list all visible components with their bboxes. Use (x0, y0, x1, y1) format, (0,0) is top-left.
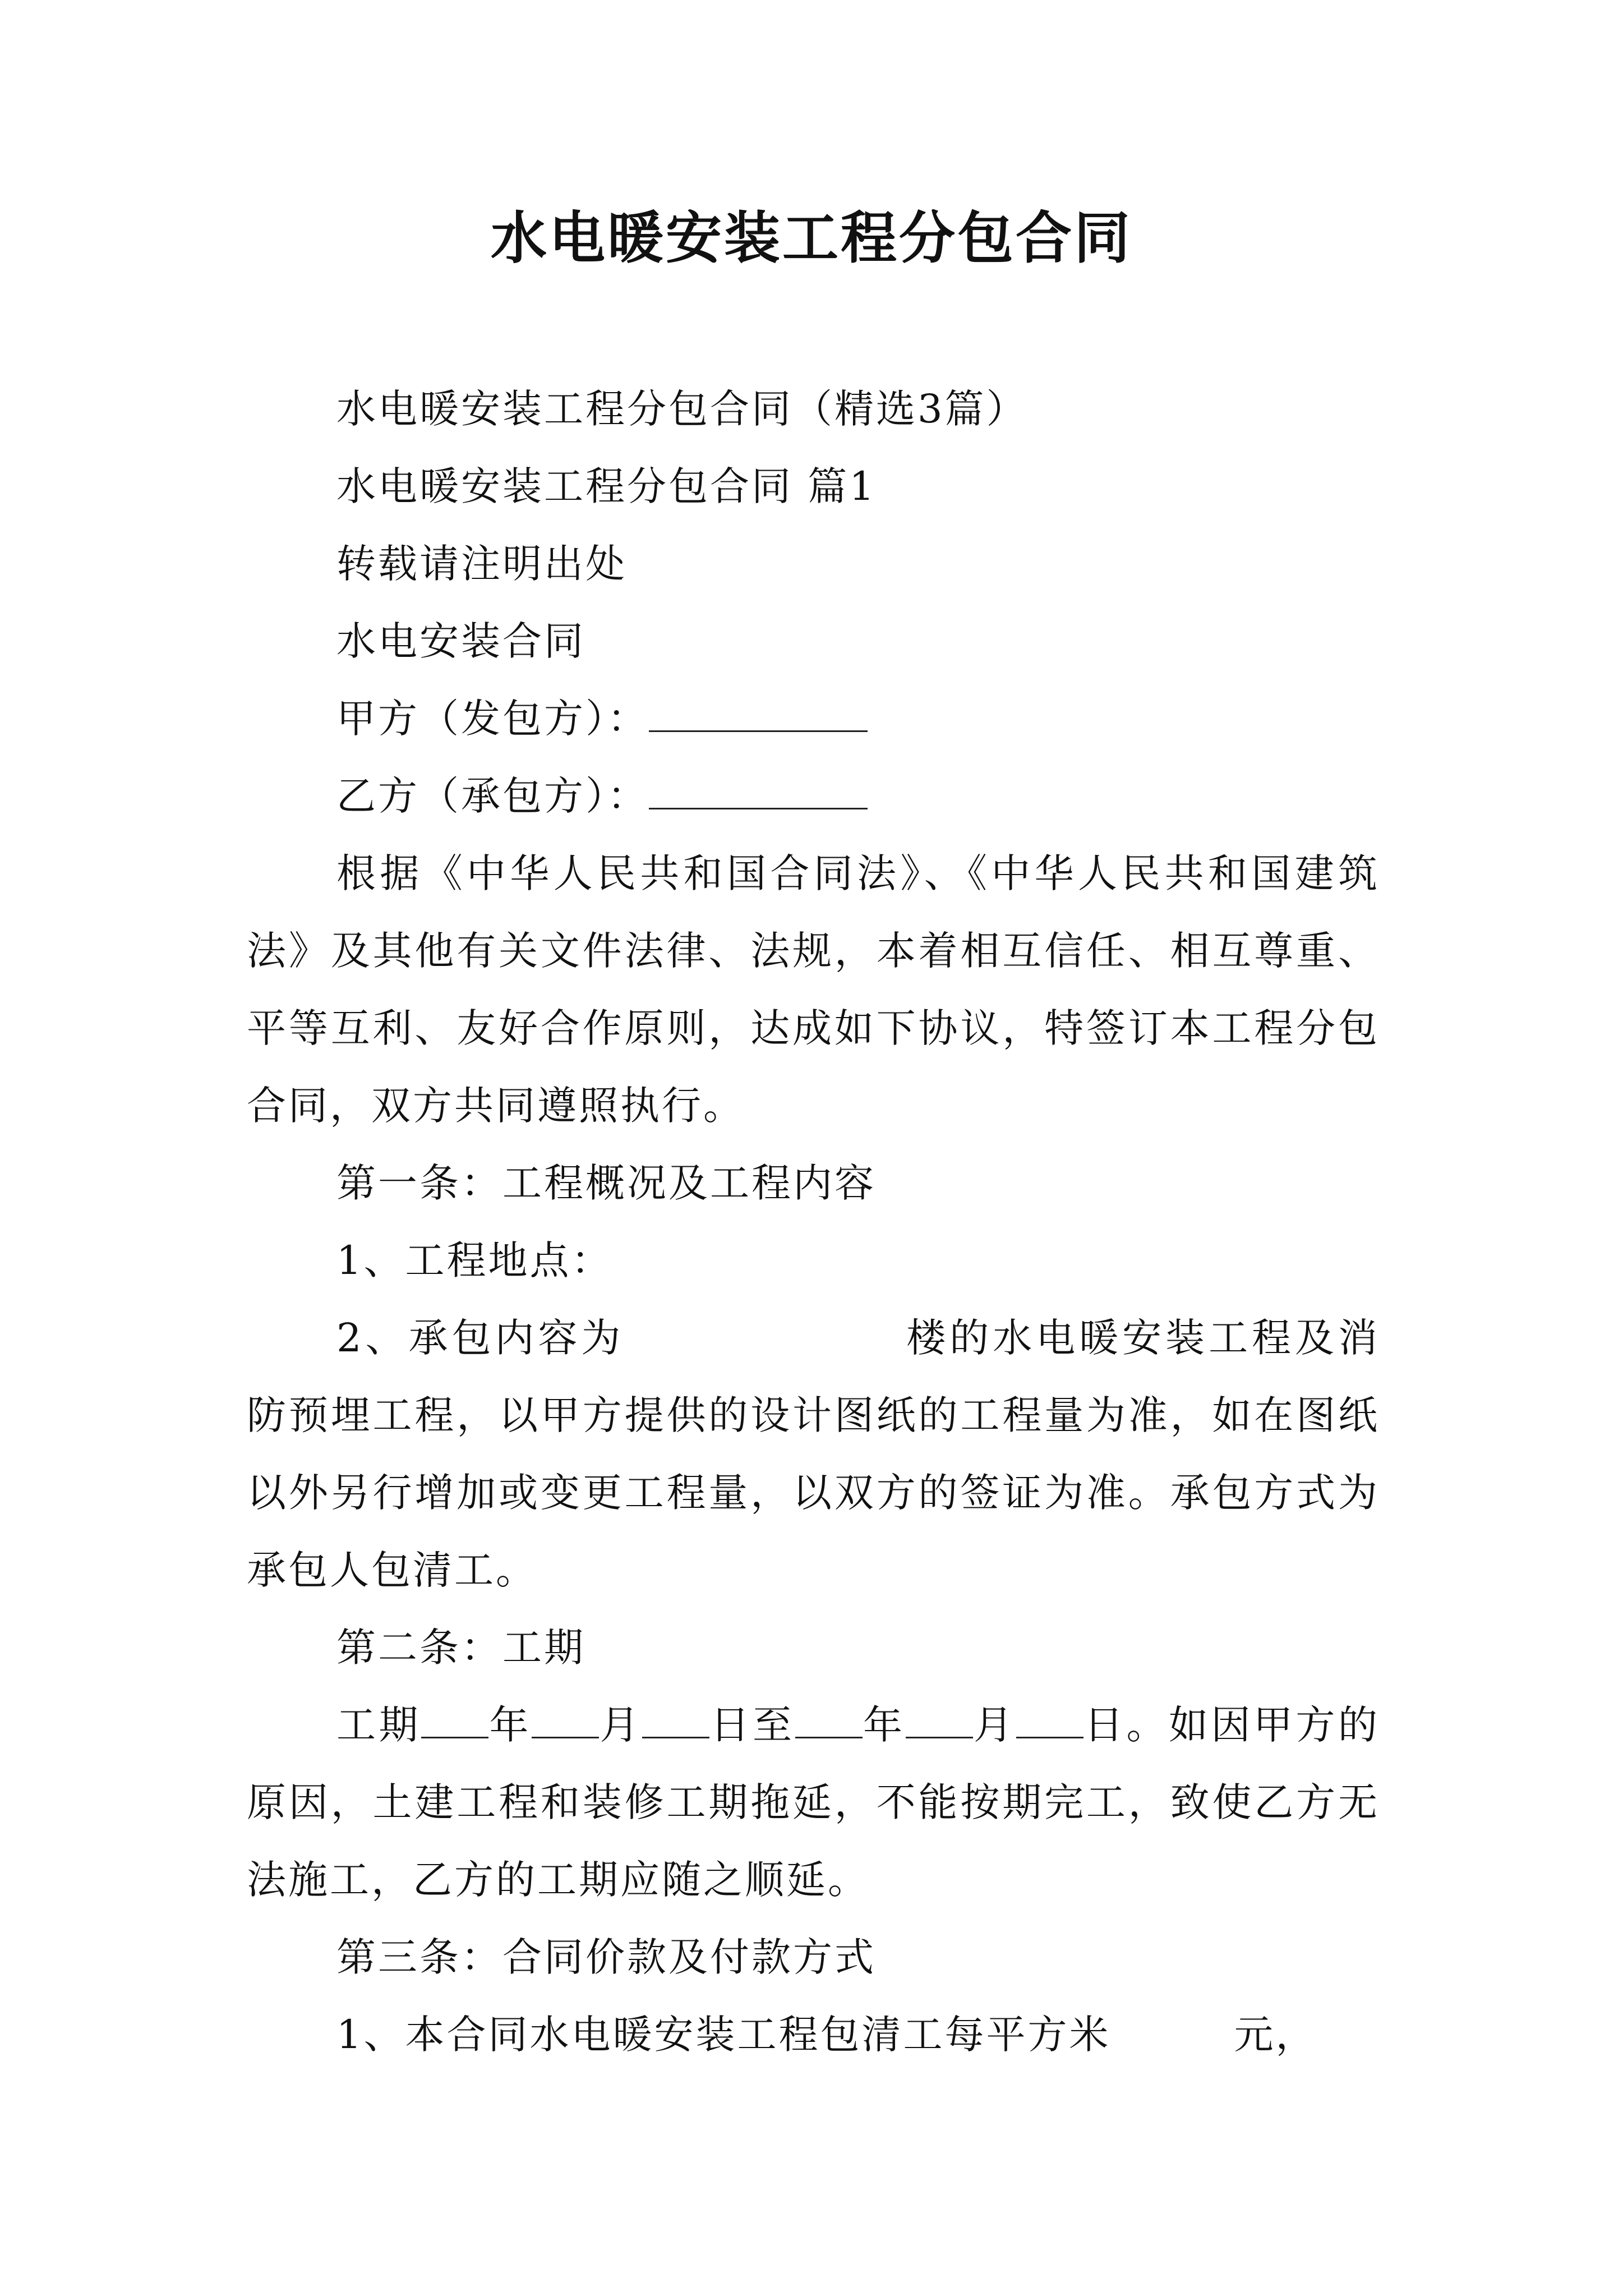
reprint-note: 转载请注明出处 (336, 541, 627, 587)
party-b-line (247, 757, 1380, 835)
project-location: 1、工程地点： (336, 1237, 613, 1283)
start-day-blank (642, 1705, 709, 1738)
schedule-label: 工期 (336, 1702, 421, 1748)
end-month-blank (906, 1705, 973, 1738)
start-year-blank (421, 1705, 488, 1738)
article-1-heading: 第一条：工程概况及工程内容 (336, 1160, 876, 1206)
start-day-unit: 日至 (709, 1702, 795, 1748)
scope-prefix: 2、承包内容为 (336, 1315, 625, 1361)
end-year-blank (795, 1705, 863, 1738)
end-month-unit: 月 (972, 1702, 1016, 1748)
start-month-unit: 月 (599, 1702, 642, 1748)
start-month-blank (532, 1705, 599, 1738)
schedule-text: 日。如因甲方的原因，土建工程和装修工期拖延，不能按期完工，致使乙方无法施工，乙方的工期应随之顺延。 (247, 1702, 1380, 1903)
contract-name: 水电安装合同 (336, 618, 585, 664)
article-2-heading: 第二条：工期 (336, 1625, 585, 1671)
party-a-label: 甲方（发包方）： (336, 696, 649, 742)
party-b-label: 乙方（承包方）： (336, 773, 649, 819)
price-unit: 元， (1234, 2012, 1317, 2058)
end-year-unit: 年 (862, 1702, 906, 1748)
subtitle-selection: 水电暖安装工程分包合同（精选3篇） (336, 386, 1028, 432)
document-body (247, 370, 1380, 2073)
document-title: 水电暖安装工程分包合同 (491, 205, 1132, 271)
start-year-unit: 年 (488, 1702, 532, 1748)
article-3-heading: 第三条：合同价款及付款方式 (336, 1934, 876, 1980)
price-prefix: 1、本合同水电暖安装工程包清工每平方米 (336, 2012, 1111, 2058)
party-a-line (247, 680, 1380, 757)
schedule-paragraph (247, 1686, 1380, 1918)
contract-scope-paragraph (247, 1299, 1380, 1609)
end-day-blank (1016, 1705, 1083, 1738)
price-paragraph (247, 1996, 1380, 2073)
preamble-paragraph: 根据《中华人民共和国合同法》、《中华人民共和国建筑法》及其他有关文件法律、法规，本着相互信任、相互尊重、平等互利、友好合作原则，达成如下协议，特签订本工程分包合同，双方共同遵照执行。 (247, 850, 1380, 1129)
party-a-blank (649, 699, 868, 732)
subtitle-part-1: 水电暖安装工程分包合同 篇1 (336, 463, 877, 509)
party-b-blank (649, 776, 868, 809)
scope-text: 楼的水电暖安装工程及消防预埋工程，以甲方提供的设计图纸的工程量为准，如在图纸以外另行增加或变更工程量，以双方的签证为准。承包方式为承包人包清工。 (247, 1315, 1380, 1593)
